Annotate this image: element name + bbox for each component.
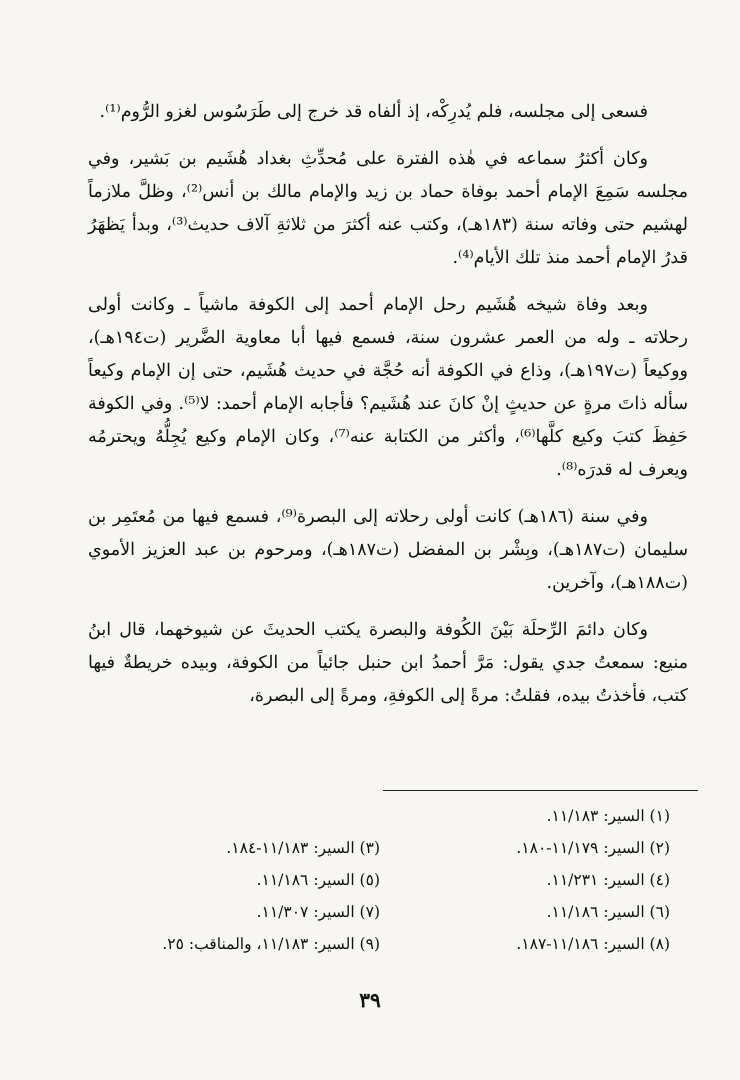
footnote-row [90,832,670,864]
footnote: (٥) السير: ١١/١٨٦. [256,871,380,889]
footnote: (١) السير: ١١/١٨٣. [546,807,670,825]
page-number: ٣٩ [359,988,381,1012]
paragraph: وبعد وفاة شيخه هُشَيم رحل الإمام أحمد إلى الكوفة ماشياً ـ وكانت أولى رحلاته ـ وله من العمر عشرون سنة، فسمع فيها أبا معاوية الضَّرير (ت١٩٤هـ)، ووكيعاً (ت١٩٧هـ)، وذاع في الكوفة أنه حُجَّة في حديث هُشَيم، حتى إن الإمام وكيعاً سأله ذاتَ مرةٍ عن حديثٍ إنْ كانَ عند هُشَيم؟ فأجابه الإمام أحمد: لا⁽⁵⁾. وفي الكوفة حَفِظَ كتبَ وكيع كلَّها⁽⁶⁾، وأكثر من الكتابة عنه⁽⁷⁾، وكان الإمام وكيع يُجِلُّهُ ويحترمُه ويعرف له قدرَه⁽⁸⁾. [88,295,688,480]
footnote: (٤) السير: ١١/٢٣١. [546,871,670,889]
footnote: (٣) السير: ١١/١٨٣-١٨٤. [226,839,380,857]
footnote-row [90,800,670,832]
paragraph: وكان أكثرُ سماعه في هٰذه الفترة على مُحدِّثِ بغداد هُشَيم بن بَشير، وفي مجلسه سَمِعَ الإمام أحمد بوفاة حماد بن زيد والإمام مالك بن أنس⁽²⁾، وظلَّ ملازماً لهشيم حتى وفاته سنة (١٨٣هـ)، وكتب عنه أكثرَ من ثلاثةِ آلاف حديث⁽³⁾، وبدأ يَظهَرُ قدرُ الإمام أحمد منذ تلك الأيام⁽⁴⁾. [88,149,689,268]
footnote: (٦) السير: ١١/١٨٦. [546,903,670,921]
footnote-row [90,864,670,896]
footnotes [90,800,670,960]
footnote: (٩) السير: ١١/١٨٣، والمناقب: ٢٥. [162,935,380,953]
paragraph: وفي سنة (١٨٦هـ) كانت أولى رحلاته إلى البصرة⁽⁹⁾، فسمع فيها من مُعتَمِر بن سليمان (ت١٨٧هـ)، وبِشْر بن المفضل (ت١٨٧هـ)، ومرحوم بن عبد العزيز الأموي (ت١٨٨هـ)، وآخرين. [88,507,688,593]
footnote: (٨) السير: ١١/١٨٦-١٨٧. [516,935,670,953]
paragraph: فسعى إلى مجلسه، فلم يُدرِكْه، إذ ألفاه قد خرج إلى طَرَسُوس لغزو الرُّوم⁽¹⁾. [99,102,648,122]
main-text [88,96,688,713]
paragraph: وكان دائمَ الرِّحلَة بَيْنَ الكُوفة والبصرة يكتب الحديثَ عن شيوخهما، قال ابنُ منيع: سمعتُ جدي يقول: مَرَّ أحمدُ ابن حنبل جائياً من الكوفة، وبيده خريطةٌ فيها كتب، فأخذتُ بيده، فقلتُ: مرةً إلى الكوفةِ، ومرةً إلى البصرة، [88,620,688,706]
footnote-row [90,928,670,960]
footnote-divider [383,790,698,791]
footnote-row [90,896,670,928]
footnote: (٢) السير: ١١/١٧٩-١٨٠. [516,839,670,857]
footnote: (٧) السير: ١١/٣٠٧. [256,903,380,921]
